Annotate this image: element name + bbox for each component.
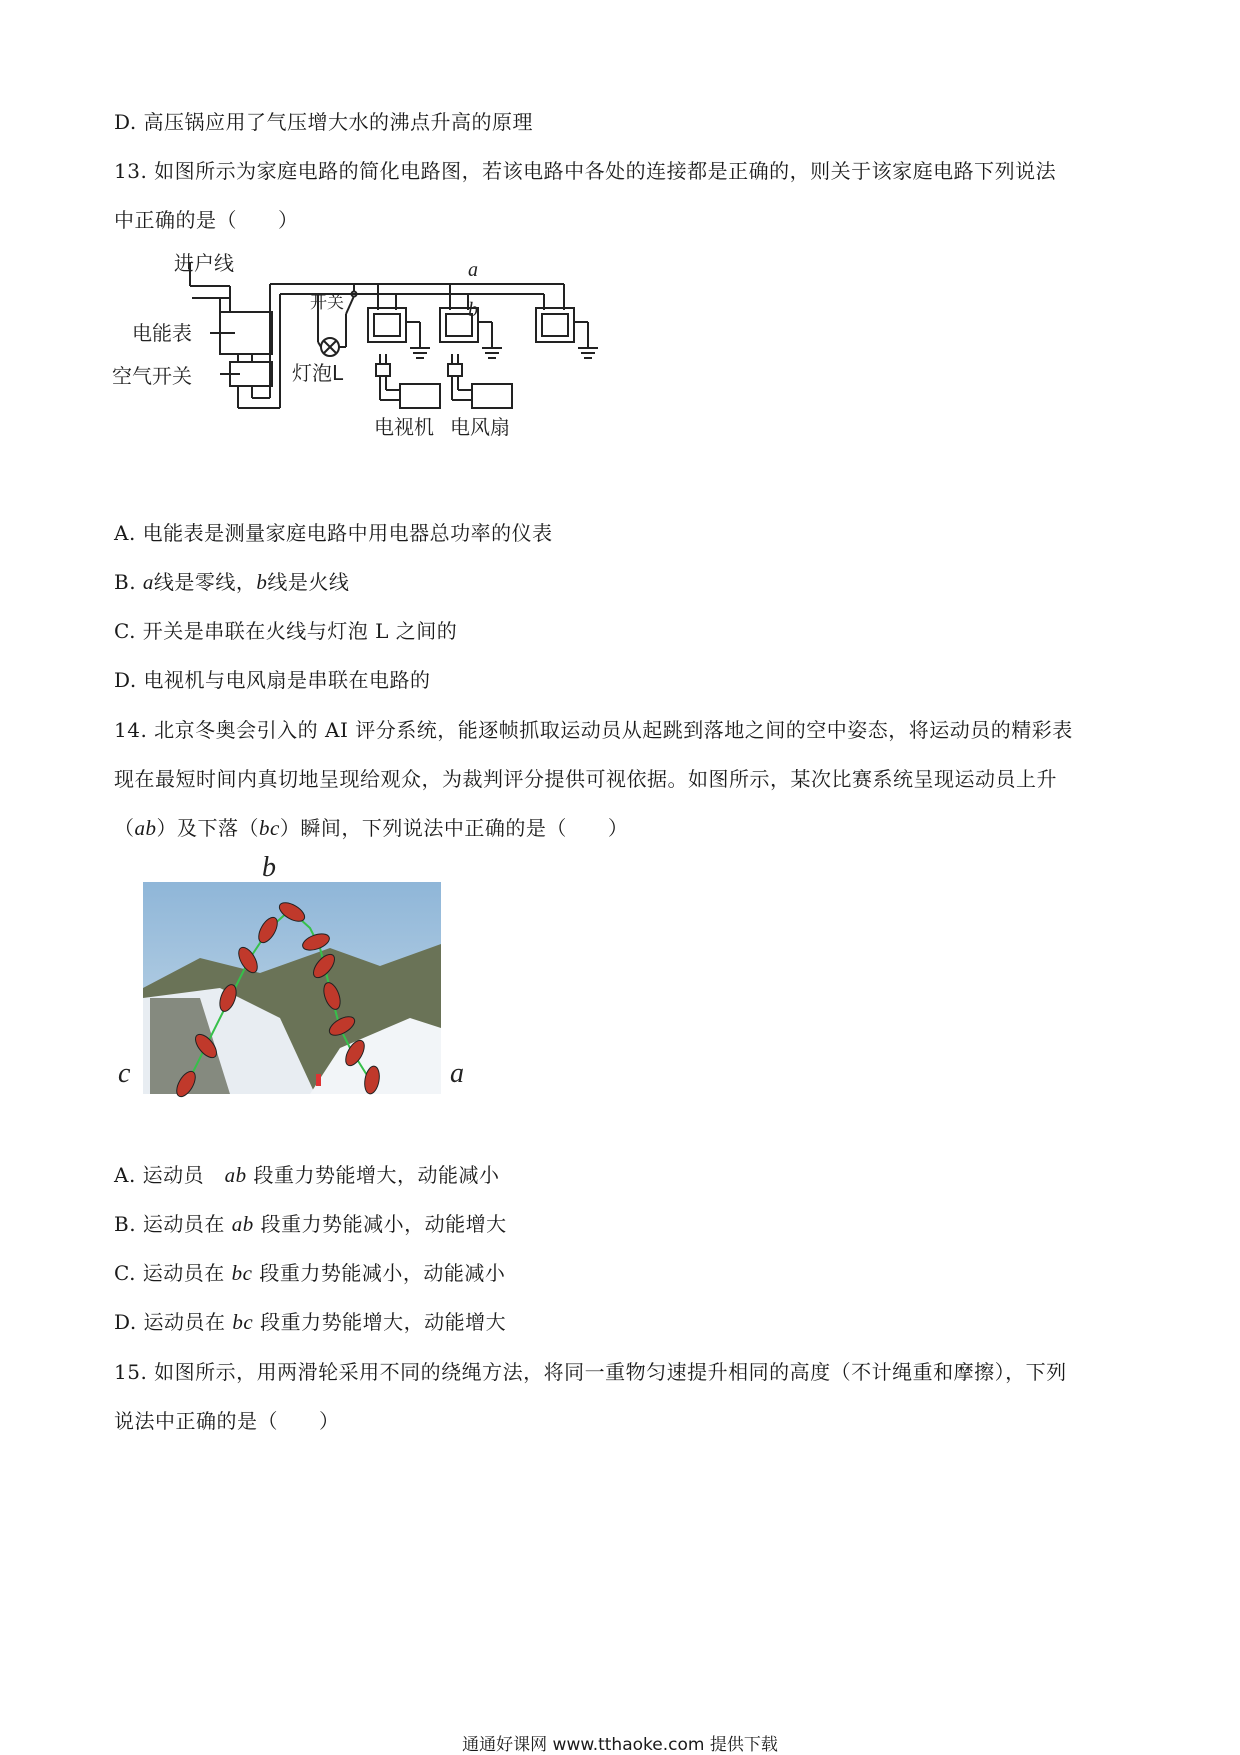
q15-stem-line1: 15. 如图所示，用两滑轮采用不同的绕绳方法，将同一重物匀速提升相同的高度（不计绳重和摩擦），下列 bbox=[114, 1360, 1067, 1384]
q14-option-b: B. 运动员在 ab 段重力势能减小，动能增大 bbox=[114, 1212, 507, 1236]
label-point-a: a bbox=[450, 1058, 464, 1089]
label-point-b: b bbox=[262, 852, 276, 883]
q15-stem-line2: 说法中正确的是（ ） bbox=[114, 1409, 340, 1433]
q14-stem-line3: （ab）及下落（bc）瞬间，下列说法中正确的是（ ） bbox=[114, 816, 629, 840]
q14-stem-line1: 14. 北京冬奥会引入的 AI 评分系统，能逐帧抓取运动员从起跳到落地之间的空中姿态，将运动员的精彩表 bbox=[114, 718, 1073, 742]
q13-option-b: B. a线是零线，b线是火线 bbox=[114, 570, 350, 594]
label-tv: 电视机 bbox=[374, 415, 434, 439]
label-bulb: 灯泡L bbox=[292, 361, 344, 385]
label-point-c: c bbox=[118, 1058, 131, 1089]
q13-option-d: D. 电视机与电风扇是串联在电路的 bbox=[114, 668, 431, 692]
q13-stem-line2: 中正确的是（ ） bbox=[114, 208, 299, 232]
q14-stem-line2: 现在最短时间内真切地呈现给观众，为裁判评分提供可视依据。如图所示，某次比赛系统呈现运动员上升 bbox=[114, 767, 1057, 791]
q13-stem-line1: 13. 如图所示为家庭电路的简化电路图，若该电路中各处的连接都是正确的，则关于该家庭电路下列说法 bbox=[114, 159, 1057, 183]
page-footer: 通通好课网 www.tthaoke.com 提供下载 bbox=[462, 1735, 778, 1755]
label-line-a: a bbox=[468, 259, 478, 281]
circuit-diagram bbox=[110, 250, 630, 490]
q14-option-a: A. 运动员 ab 段重力势能增大，动能减小 bbox=[114, 1163, 500, 1187]
q12-option-d: D. 高压锅应用了气压增大水的沸点升高的原理 bbox=[114, 110, 534, 134]
q13-option-a: A. 电能表是测量家庭电路中用电器总功率的仪表 bbox=[114, 521, 553, 545]
ski-jump-figure bbox=[110, 848, 480, 1098]
label-incoming: 进户线 bbox=[174, 251, 234, 275]
q14-option-d: D. 运动员在 bc 段重力势能增大，动能增大 bbox=[114, 1310, 507, 1334]
q14-option-c: C. 运动员在 bc 段重力势能减小，动能减小 bbox=[114, 1261, 506, 1285]
q13-option-c: C. 开关是串联在火线与灯泡 L 之间的 bbox=[114, 619, 458, 643]
label-meter: 电能表 bbox=[132, 321, 192, 345]
label-line-b: b bbox=[468, 299, 478, 321]
label-fan: 电风扇 bbox=[450, 415, 510, 439]
label-breaker: 空气开关 bbox=[112, 364, 192, 388]
label-switch: 开关 bbox=[310, 293, 344, 313]
